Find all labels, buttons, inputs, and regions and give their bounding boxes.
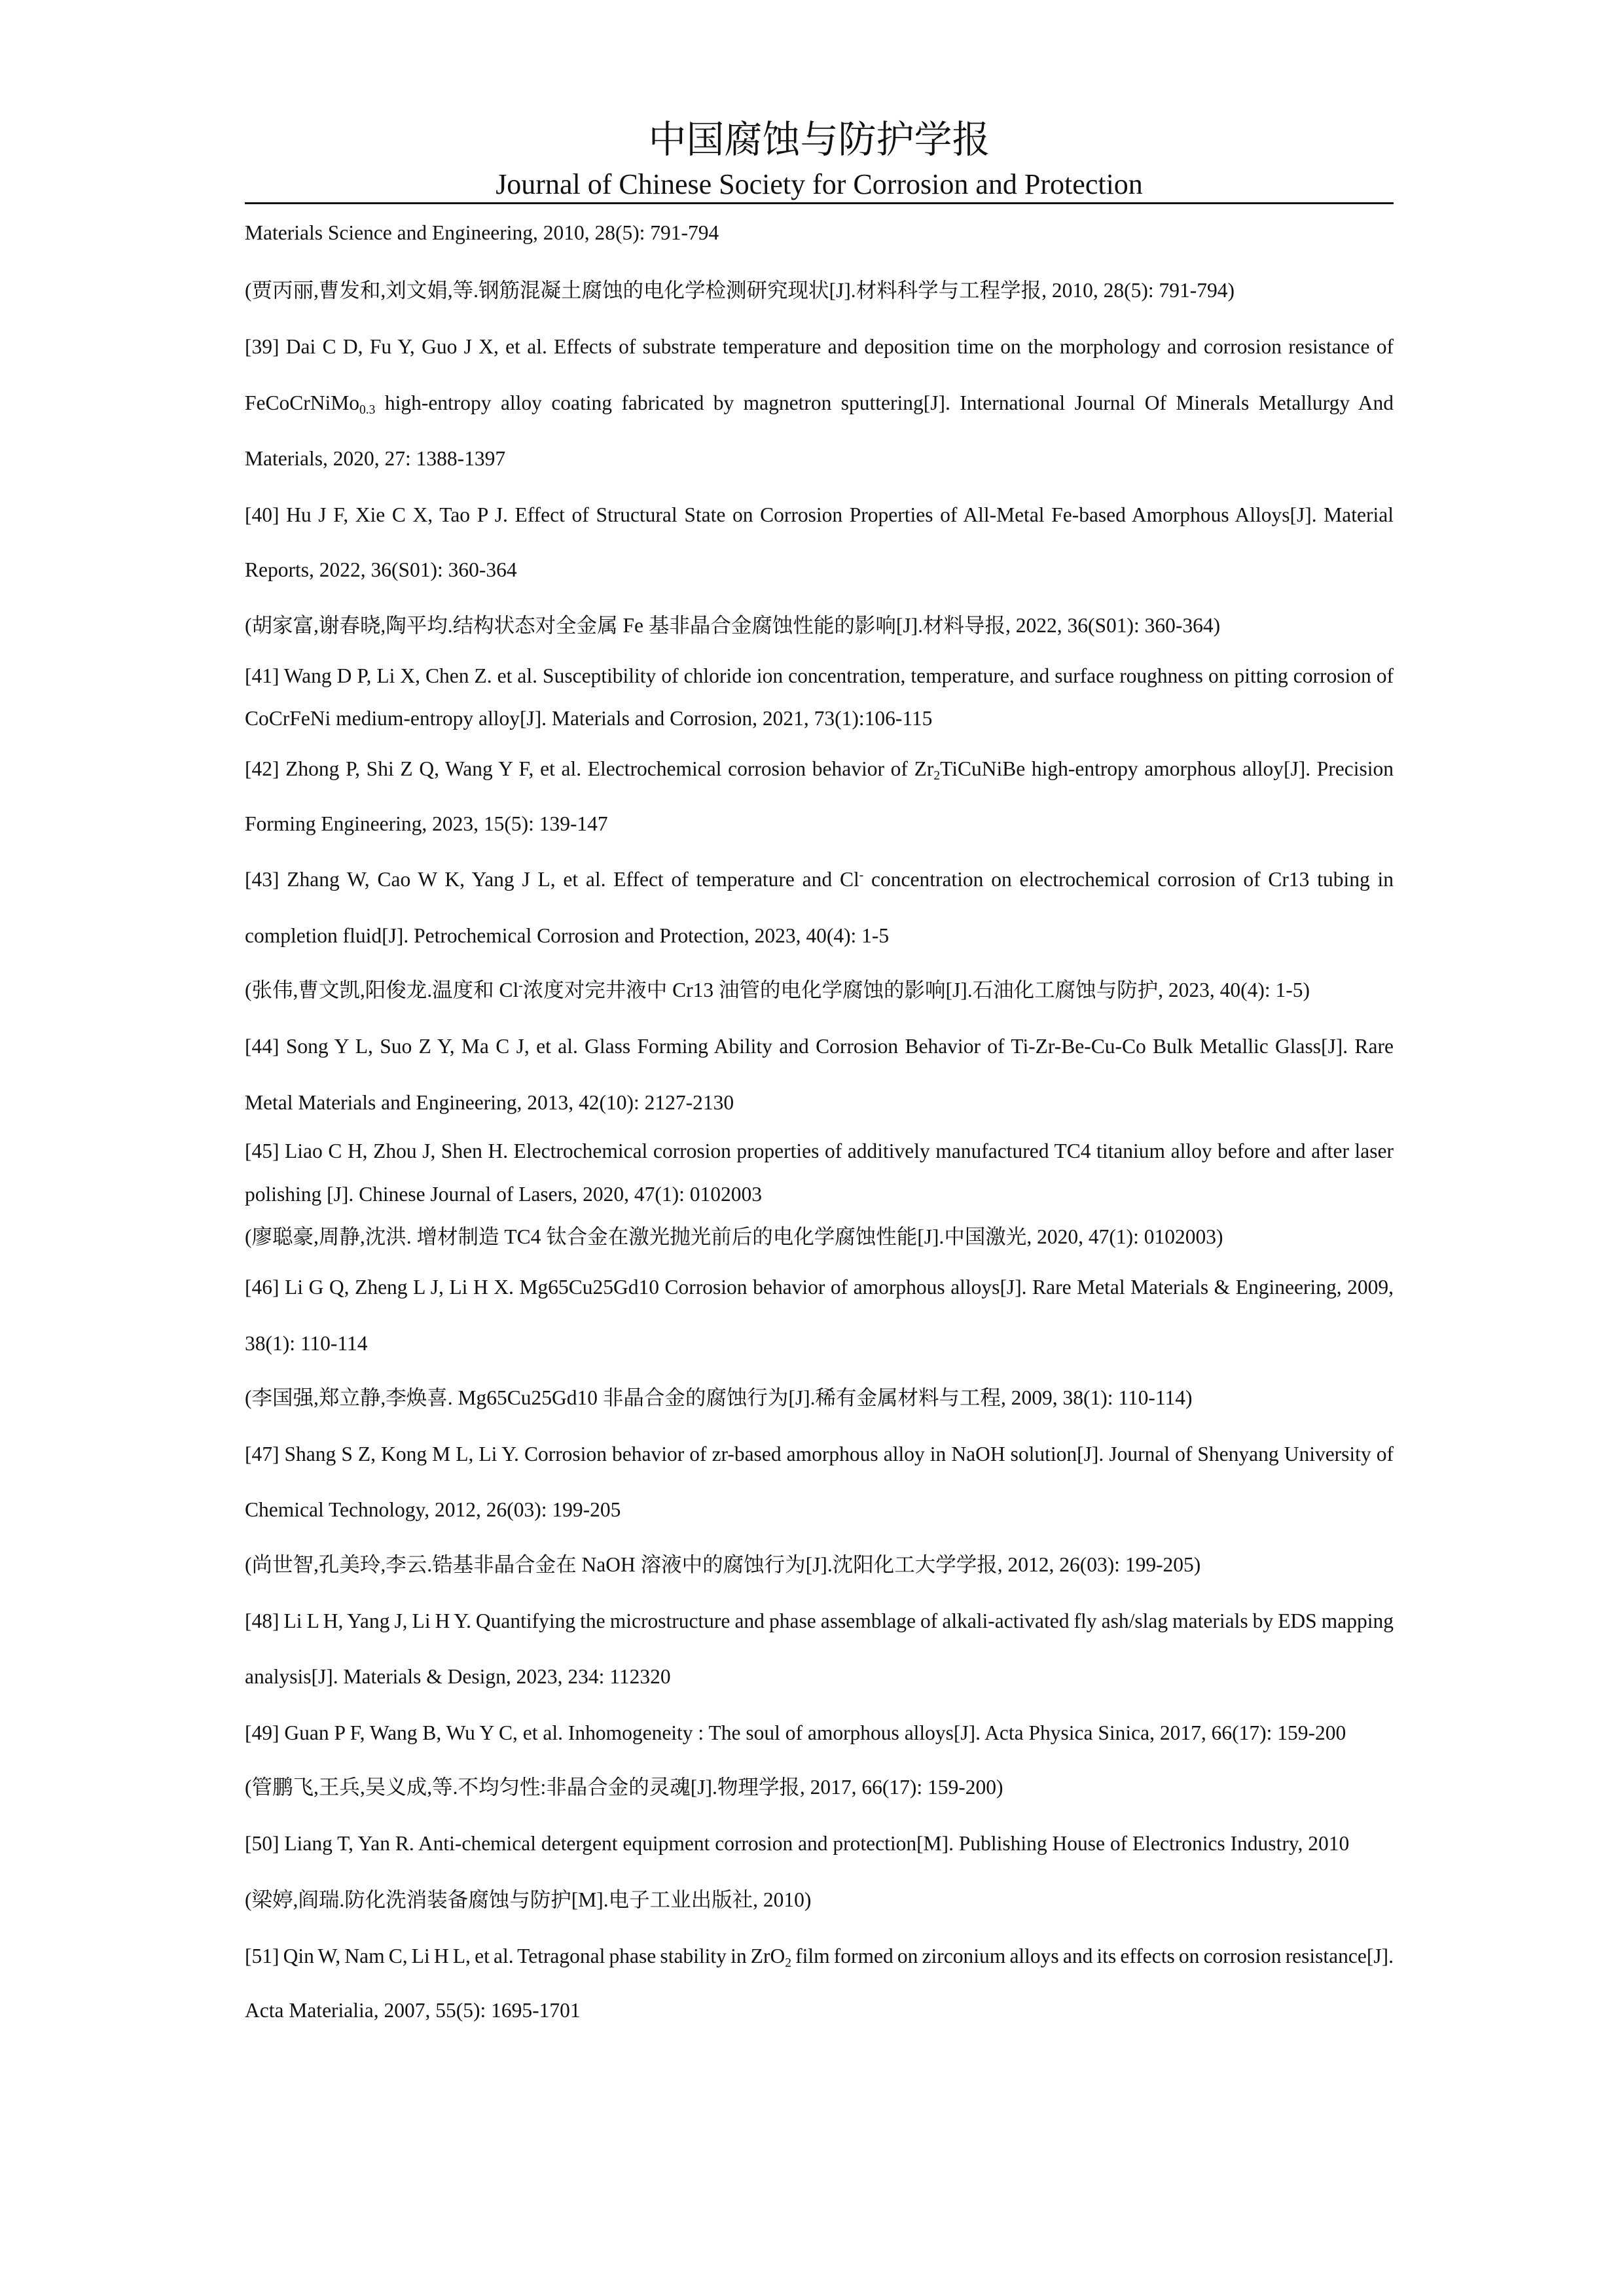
reference-43-text-b: concentration on electrochemical corrosion of Cr13 tubing in — [863, 868, 1394, 891]
reference-42-line-2: Forming Engineering, 2023, 15(5): 139-147 — [245, 812, 608, 835]
reference-43-text-a: [43] Zhang W, Cao W K, Yang J L, et al. Effect of temperature and Cl — [245, 868, 859, 891]
reference-48-line-1: [48] Li L H, Yang J, Li H Y. Quantifying the microstructure and phase assemblage of alkali-activated fly ash/slag materials by EDS mapping — [245, 1609, 1394, 1632]
reference-39-subscript: 0.3 — [359, 403, 376, 417]
reference-43-chinese-superscript: - — [518, 979, 523, 994]
reference-43-chinese-text-a: (张伟,曹文凯,阳俊龙.温度和 Cl — [245, 978, 519, 1001]
reference-47-line-2: Chemical Technology, 2012, 26(03): 199-205 — [245, 1498, 621, 1521]
reference-46-chinese: (李国强,郑立静,李焕喜. Mg65Cu25Gd10 非晶合金的腐蚀行为[J].稀有金属材料与工程, 2009, 38(1): 110-114) — [245, 1386, 1193, 1409]
reference-44-line-1: [44] Song Y L, Suo Z Y, Ma C J, et al. Glass Forming Ability and Corrosion Behavior of Ti-Zr-Be-Cu-Co Bulk Metallic Glass[J]. Rare — [245, 1035, 1394, 1058]
reference-39-line-3: Materials, 2020, 27: 1388-1397 — [245, 447, 506, 470]
reference-41-line-1: [41] Wang D P, Li X, Chen Z. et al. Susceptibility of chloride ion concentration, temperature, and surface roughness on pitting corrosion of — [245, 664, 1394, 687]
reference-40-line-2: Reports, 2022, 36(S01): 360-364 — [245, 558, 517, 581]
reference-51-text-b: film formed on zirconium alloys and its effects on corrosion resistance[J]. — [791, 1945, 1394, 1967]
reference-45-line-1: [45] Liao C H, Zhou J, Shen H. Electrochemical corrosion properties of additively manufactured TC4 titanium alloy before and after laser — [245, 1139, 1394, 1162]
reference-39-text-a: FeCoCrNiMo — [245, 391, 360, 414]
reference-41-line-2: CoCrFeNi medium-entropy alloy[J]. Materials and Corrosion, 2021, 73(1):106-115 — [245, 707, 933, 730]
reference-42-text-b: TiCuNiBe high-entropy amorphous alloy[J]. Precision — [940, 757, 1394, 780]
reference-46-line-2: 38(1): 110-114 — [245, 1332, 368, 1355]
reference-48-line-2: analysis[J]. Materials & Design, 2023, 234: 112320 — [245, 1665, 671, 1688]
reference-42-text-a: [42] Zhong P, Shi Z Q, Wang Y F, et al. Electrochemical corrosion behavior of Zr — [245, 757, 934, 780]
reference-45-line-2: polishing [J]. Chinese Journal of Lasers, 2020, 47(1): 0102003 — [245, 1183, 763, 1206]
reference-43-chinese — [245, 978, 1394, 1003]
journal-title-chinese: 中国腐蚀与防护学报 — [648, 118, 990, 161]
reference-43-chinese-text-b: 浓度对完井液中 Cr13 油管的电化学腐蚀的影响[J].石油化工腐蚀与防护, 2023, 40(4): 1-5) — [522, 978, 1310, 1001]
reference-45-chinese: (廖聪豪,周静,沈洪. 增材制造 TC4 钛合金在激光抛光前后的电化学腐蚀性能[J].中国激光, 2020, 47(1): 0102003) — [245, 1225, 1223, 1248]
reference-39-line-1: [39] Dai C D, Fu Y, Guo J X, et al. Effects of substrate temperature and deposition time on the morphology and corrosion resistance of — [245, 335, 1394, 358]
header-rule — [245, 202, 1394, 204]
reference-40-chinese: (胡家富,谢春晓,陶平均.结构状态对全金属 Fe 基非晶合金腐蚀性能的影响[J].材料导报, 2022, 36(S01): 360-364) — [245, 614, 1221, 637]
reference-44-line-2: Metal Materials and Engineering, 2013, 42(10): 2127-2130 — [245, 1091, 734, 1114]
reference-39-text-b: high-entropy alloy coating fabricated by magnetron sputtering[J]. International Journal Of Minerals Metallurgy And — [375, 391, 1394, 414]
reference-39-line-2 — [245, 391, 1394, 416]
reference-38-continuation: Materials Science and Engineering, 2010, 28(5): 791-794 — [245, 221, 719, 244]
reference-47-line-1: [47] Shang S Z, Kong M L, Li Y. Corrosion behavior of zr-based amorphous alloy in NaOH solution[J]. Journal of Shenyang University of — [245, 1443, 1394, 1465]
reference-43-line-2: completion fluid[J]. Petrochemical Corrosion and Protection, 2023, 40(4): 1-5 — [245, 924, 890, 947]
reference-46-line-1: [46] Li G Q, Zheng L J, Li H X. Mg65Cu25Gd10 Corrosion behavior of amorphous alloys[J]. Rare Metal Materials & Engineering, 2009, — [245, 1276, 1394, 1299]
reference-49-line-1: [49] Guan P F, Wang B, Wu Y C, et al. Inhomogeneity : The soul of amorphous alloys[J]. Acta Physica Sinica, 2017, 66(17): 159-200 — [245, 1721, 1346, 1744]
reference-43-superscript: - — [859, 869, 864, 883]
reference-40-line-1: [40] Hu J F, Xie C X, Tao P J. Effect of Structural State on Corrosion Properties of All-Metal Fe-based Amorphous Alloys[J]. Material — [245, 503, 1394, 526]
reference-38-chinese: (贾丙丽,曹发和,刘文娟,等.钢筋混凝土腐蚀的电化学检测研究现状[J].材料科学与工程学报, 2010, 28(5): 791-794) — [245, 279, 1235, 302]
reference-51-text-a: [51] Qin W, Nam C, Li H L, et al. Tetragonal phase stability in ZrO — [245, 1945, 785, 1967]
reference-51-subscript: 2 — [785, 1956, 791, 1970]
reference-42-subscript: 2 — [933, 768, 941, 783]
reference-51-line-2: Acta Materialia, 2007, 55(5): 1695-1701 — [245, 1999, 581, 2022]
reference-49-chinese: (管鹏飞,王兵,吴义成,等.不均匀性:非晶合金的灵魂[J].物理学报, 2017, 66(17): 159-200) — [245, 1776, 1003, 1799]
journal-title-english: Journal of Chinese Society for Corrosion and Protection — [496, 168, 1143, 200]
reference-43-line-1 — [245, 867, 1394, 892]
reference-42-line-1 — [245, 757, 1394, 781]
reference-50-line-1: [50] Liang T, Yan R. Anti-chemical detergent equipment corrosion and protection[M]. Publishing House of Electronics Industry, 2010 — [245, 1832, 1350, 1855]
reference-47-chinese: (尚世智,孔美玲,李云.锆基非晶合金在 NaOH 溶液中的腐蚀行为[J].沈阳化工大学学报, 2012, 26(03): 199-205) — [245, 1553, 1201, 1576]
reference-50-chinese: (梁婷,阎瑞.防化洗消装备腐蚀与防护[M].电子工业出版社, 2010) — [245, 1888, 812, 1911]
reference-51-line-1 — [245, 1944, 1394, 1969]
